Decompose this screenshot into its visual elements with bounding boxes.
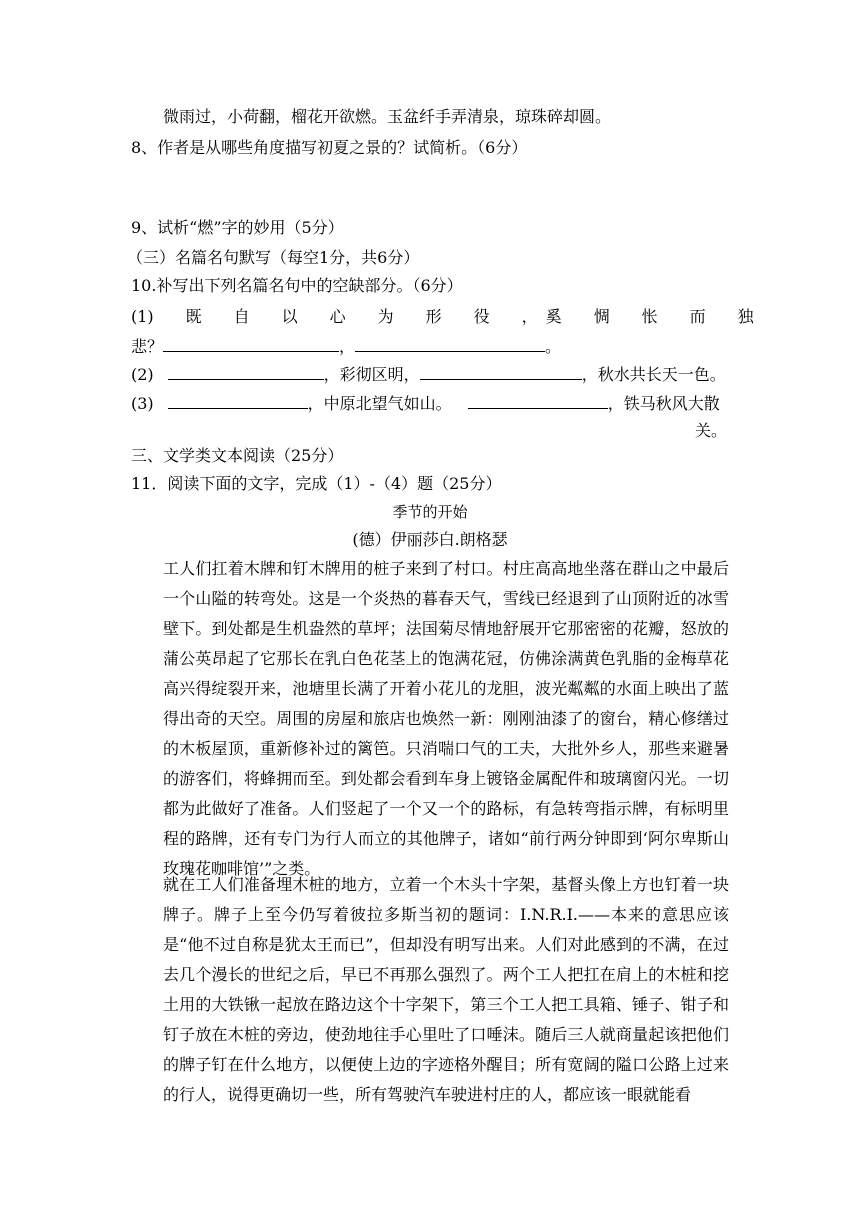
paragraph-1 [131, 554, 729, 884]
fill-2-end: ，秋水共长天一色。 [581, 365, 726, 384]
fill-1-blank-1 [163, 335, 339, 352]
question-11: 11．阅读下面的文字，完成（1）-（4）题（25分） [131, 474, 502, 493]
fill-2-blank-2 [420, 363, 582, 380]
fill-1-blank-2 [355, 335, 545, 352]
fill-3-end: ，铁马秋风大散 [607, 394, 720, 413]
fill-2-prefix: (2) [131, 365, 154, 384]
question-8: 8、作者是从哪些角度描写初夏之景的？试简析。（6分） [131, 138, 528, 157]
fill-1-separator: ， [339, 337, 356, 356]
fill-1-end: 。 [545, 337, 562, 356]
fill-3-prefix: (3) [131, 394, 154, 413]
story-title: 季节的开始 [392, 503, 468, 521]
story-author: (德）伊丽莎白.朗格瑟 [352, 530, 508, 549]
poem-line: 微雨过，小荷翻，榴花开欲燃。玉盆纤手弄清泉，琼珠碎却圆。 [163, 107, 612, 126]
fill-3-mid: ，中原北望气如山。 [307, 394, 452, 413]
question-9: 9、试析“燃”字的妙用（5分） [131, 218, 344, 237]
part-3-heading: 三、文学类文本阅读（25分） [131, 446, 344, 465]
fill-3-blank-1 [168, 392, 308, 409]
section-3-heading: （三）名篇名句默写（每空1分，共6分） [127, 248, 420, 267]
paragraph-2 [131, 870, 729, 1110]
paragraph-1-text: 工人们扛着木牌和钉木牌用的桩子来到了村口。村庄高高地坐落在群山之中最后一个山隘的转弯处。这是一个炎热的暮春天气，雪线已经退到了山顶附近的冰雪壁下。到处都是生机盎然的草坪；法国菊尽情地舒展开它那密密的花瓣，怒放的蒲公英昂起了它那长在乳白色花茎上的饱满花冠，仿佛涂满黄色乳脂的金梅草花高兴得绽裂开来，池塘里长满了开着小花儿的龙胆，波光粼粼的水面上映出了蓝得出奇的天空。周围的房屋和旅店也焕然一新：刚刚油漆了的窗台，精心修缮过的木板屋顶，重新修补过的篱笆。只消喘口气的工夫，大批外乡人，那些来避暑的游客们，将蜂拥而至。到处都会看到车身上镀铬金属配件和玻璃窗闪光。一切都为此做好了准备。人们竖起了一个又一个的路标，有急转弯指示牌，有标明里程的路牌，还有专门为行人而立的其他牌子，诸如“前行两分钟即到‘阿尔卑斯山玫瑰花咖啡馆’”之类。 [163, 559, 729, 878]
question-10: 10.补写出下列名篇名句中的空缺部分。（6分） [131, 276, 463, 295]
fill-1-line-b [131, 335, 729, 358]
fill-1-prefix: 悲？ [131, 337, 164, 356]
fill-3-line [131, 392, 729, 415]
fill-3-wrap: 关。 [695, 421, 728, 440]
paragraph-2-text: 就在工人们准备埋木桩的地方，立着一个木头十字架，基督头像上方也钉着一块牌子。牌子上至今仍写着彼拉多斯当初的题词：I.N.R.I.——本来的意思应该是“他不过自称是犹太王而已”，但却没有明写出来。人们对此感到的不满，在过去几个漫长的世纪之后，早已不再那么强烈了。两个工人把扛在肩上的木桩和挖土用的大铁锹一起放在路边这个十字架下，第三个工人把工具箱、锤子、钳子和钉子放在木桩的旁边，使劲地往手心里吐了口唾沫。随后三人就商量起该把他们的牌子钉在什么地方，以便使上边的字迹格外醒目；所有宽阔的隘口公路上过来的行人，说得更确切一些，所有驾驶汽车驶进村庄的人，都应该一眼就能看 [163, 875, 729, 1104]
fill-1-line-a: (1) 既 自 以 心 为 形 役 ， 奚 惆 怅 而 独 [131, 307, 754, 326]
fill-2-blank-1 [168, 363, 324, 380]
fill-3-blank-2 [468, 392, 608, 409]
fill-2-line [131, 363, 729, 386]
fill-2-mid: ，彩彻区明， [323, 365, 420, 384]
